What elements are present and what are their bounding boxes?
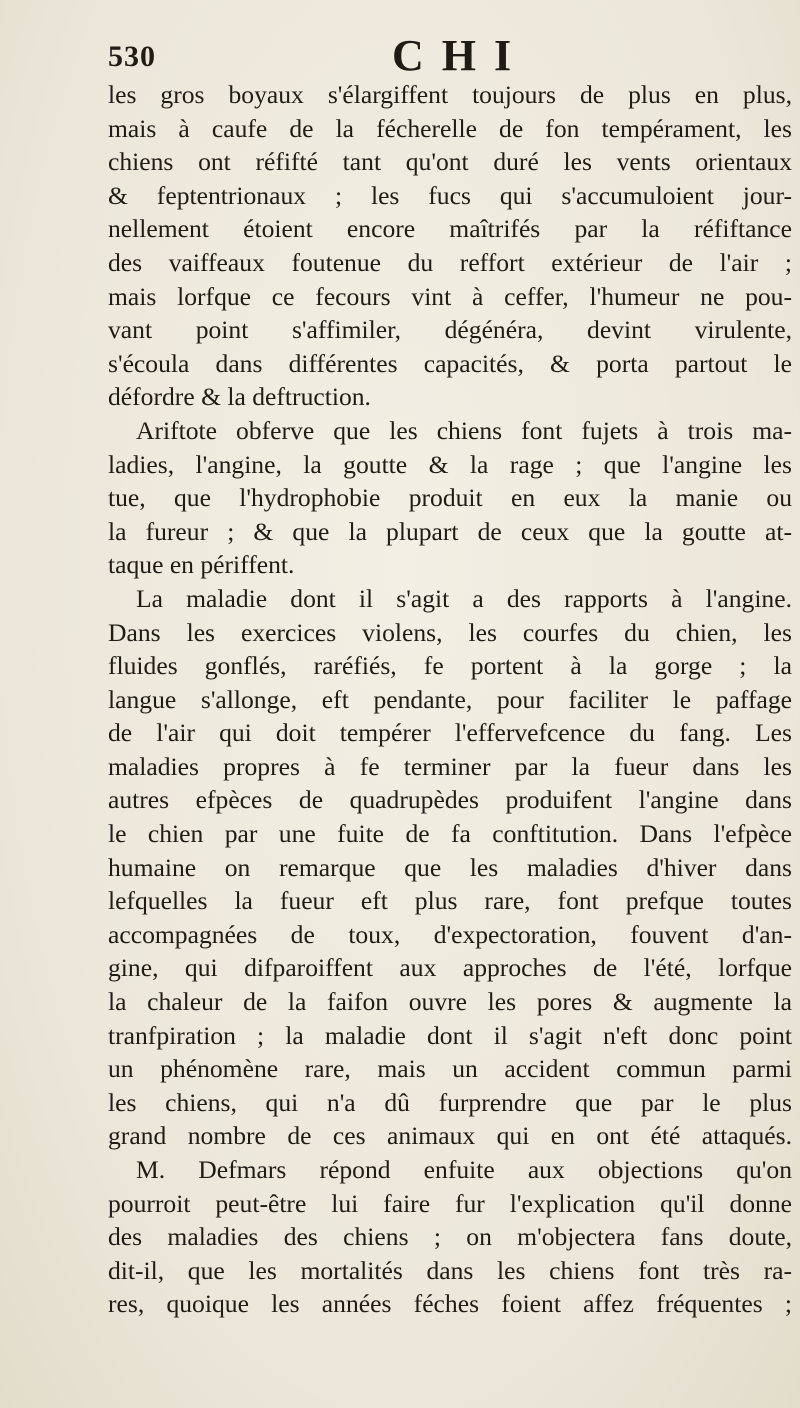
text-line: taque en périffent. (108, 550, 295, 580)
text-line: des maladies des chiens ; on m'objectera fans doute, (108, 1222, 792, 1252)
text-line: mais lorfque ce fecours vint à ceffer, l'humeur ne pou- (108, 281, 792, 311)
text-line: dit-il, que les mortalités dans les chiens font très ra- (108, 1255, 792, 1285)
paragraph-start-line: Ariftote obferve que les chiens font fujets à trois ma- (136, 415, 792, 445)
text-line: accompagnées de toux, d'expectoration, fouvent d'an- (108, 919, 792, 949)
text-line: ladies, l'angine, la goutte & la rage ; que l'angine les (108, 449, 792, 479)
text-line: un phénomène rare, mais un accident commun parmi (108, 1054, 792, 1084)
text-line: le chien par une fuite de fa conftitution. Dans l'efpèce (108, 819, 792, 849)
text-line: vant point s'affimiler, dégénéra, devint virulente, (108, 315, 792, 345)
text-line: grand nombre de ces animaux qui en ont été attaqués. (108, 1121, 792, 1151)
text-body (108, 78, 792, 1321)
paragraph-start-line: La maladie dont il s'agit a des rapports à l'angine. (136, 583, 792, 613)
text-line: chiens ont réfifté tant qu'ont duré les vents orientaux (108, 147, 792, 177)
text-line: s'écoula dans différentes capacités, & porta partout le (108, 348, 792, 378)
text-line: la fureur ; & que la plupart de ceux que la goutte at- (108, 516, 792, 546)
text-line: fluides gonflés, raréfiés, fe portent à la gorge ; la (108, 651, 792, 681)
text-line: les chiens, qui n'a dû furprendre que par le plus (108, 1087, 792, 1117)
text-line: tranfpiration ; la maladie dont il s'agit n'eft donc point (108, 1020, 792, 1050)
text-line: défordre & la deftruction. (108, 382, 371, 412)
text-line: maladies propres à fe terminer par la fueur dans les (108, 751, 792, 781)
text-line: langue s'allonge, eft pendante, pour faciliter le paffage (108, 684, 792, 714)
text-line: res, quoique les années féches foient affez fréquentes ; (108, 1289, 792, 1319)
text-line: nellement étoient encore maîtrifés par la réfiftance (108, 214, 792, 244)
text-line: pourroit peut-être lui faire fur l'explication qu'il donne (108, 1188, 792, 1218)
text-line: gine, qui difparoiffent aux approches de l'été, lorfque (108, 953, 792, 983)
text-line: des vaiffeaux foutenue du reffort extérieur de l'air ; (108, 247, 792, 277)
text-line: mais à caufe de la fécherelle de fon tempérament, les (108, 113, 792, 143)
text-line: tue, que l'hydrophobie produit en eux la manie ou (108, 483, 792, 513)
text-line: & feptentrionaux ; les fucs qui s'accumuloient jour- (108, 180, 792, 210)
text-line: de l'air qui doit tempérer l'effervefcence du fang. Les (108, 718, 792, 748)
text-line: autres efpèces de quadrupèdes produifent l'angine dans (108, 785, 792, 815)
running-head: CHI (392, 31, 530, 80)
text-line: les gros boyaux s'élargiffent toujours de plus en plus, (108, 80, 792, 109)
text-line: la chaleur de la faifon ouvre les pores & augmente la (108, 987, 792, 1017)
paragraph-start-line: M. Defmars répond enfuite aux objections qu'on (136, 1155, 792, 1184)
text-line: lefquelles la fueur eft plus rare, font prefque toutes (108, 886, 792, 916)
text-line: Dans les exercices violens, les courfes du chien, les (108, 617, 792, 647)
text-line: humaine on remarque que les maladies d'hiver dans (108, 852, 792, 882)
page-number: 530 (108, 40, 156, 73)
